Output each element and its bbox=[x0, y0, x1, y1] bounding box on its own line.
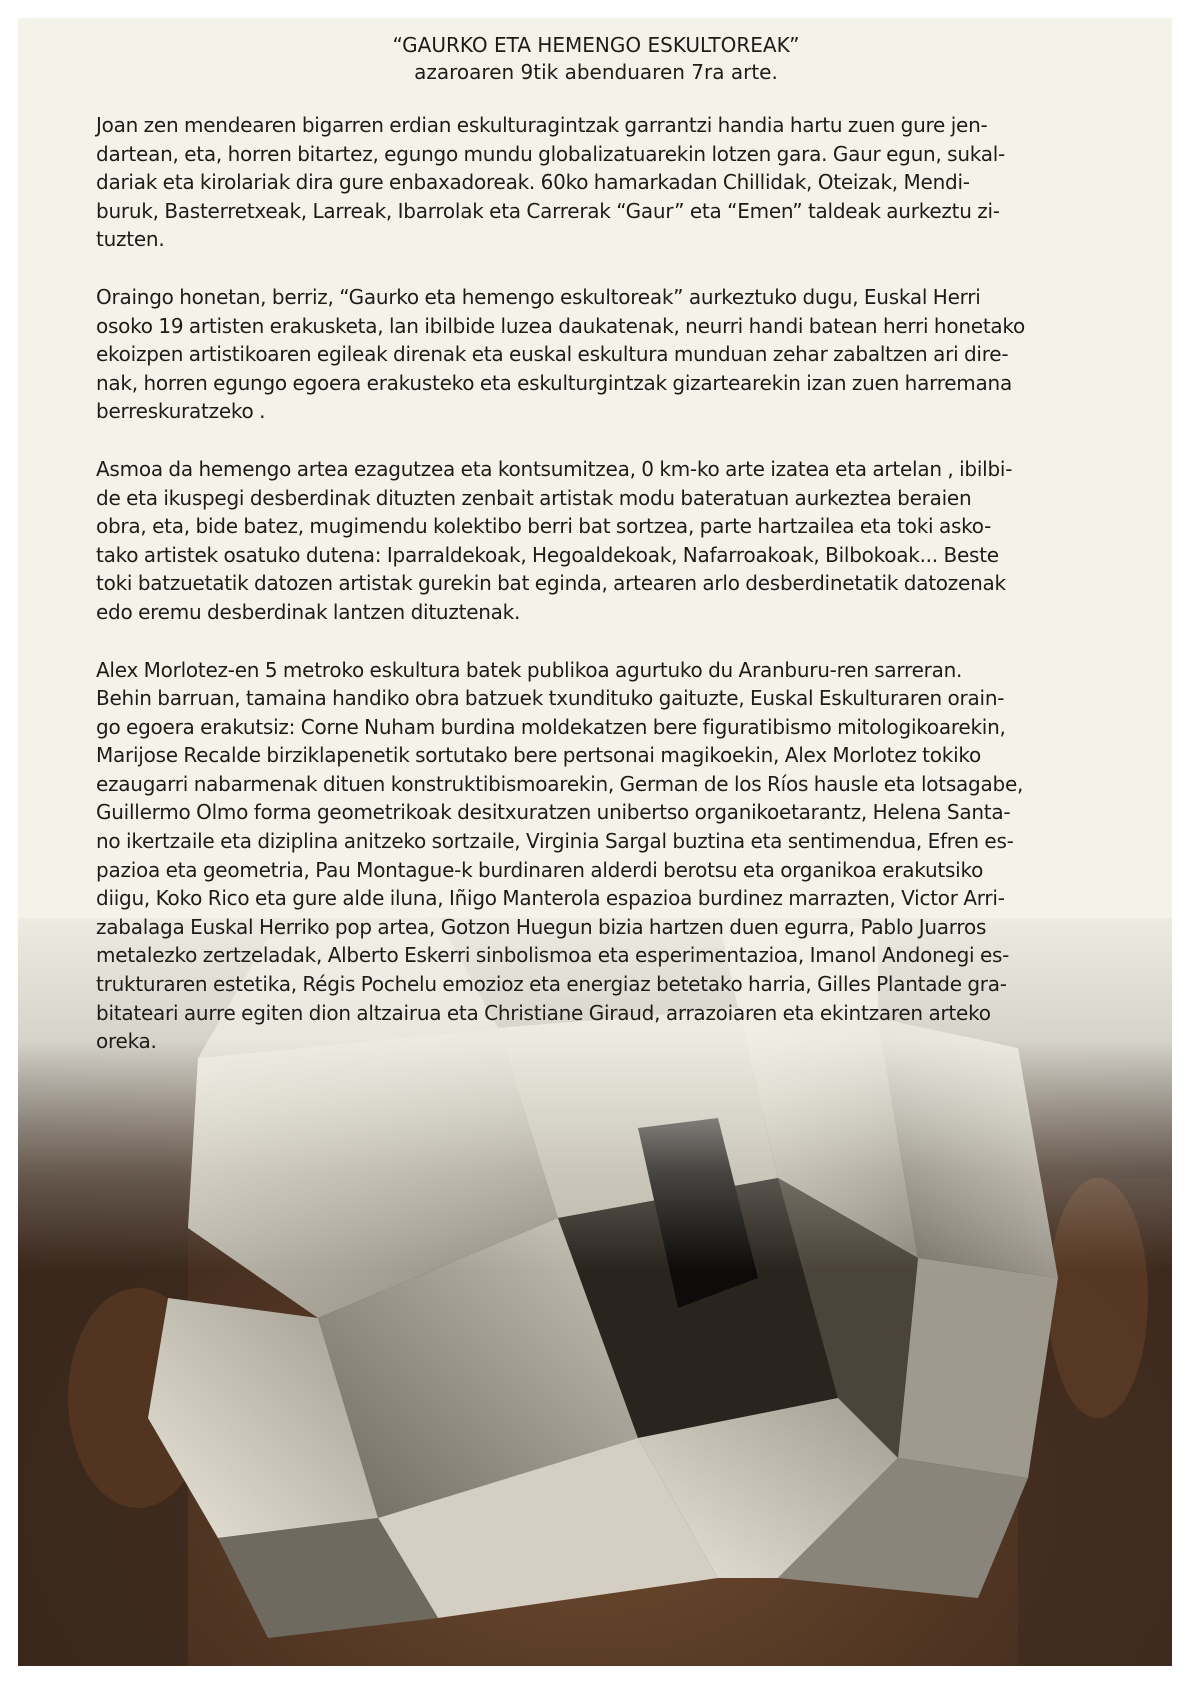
page-subtitle: azaroaren 9tik abenduaren 7ra arte. bbox=[414, 60, 778, 84]
page-title: “GAURKO ETA HEMENGO ESKULTOREAK” bbox=[392, 33, 800, 57]
poster-page bbox=[18, 18, 1172, 1666]
paragraph-2: Oraingo honetan, berriz, “Gaurko eta hemengo eskultoreak” aurkeztuko dugu, Euskal Herri osoko 19 artisten erakusketa, lan ibilbide luzea daukatenak, neurri handi batean herri honetako ekoizpen artistikoaren egileak direnak eta euskal eskultura munduan zehar zabaltzen ari dire- nak, horren egungo egoera erakusteko eta eskulturgintzak gizartearekin izan zuen harremana berreskuratzeko . bbox=[96, 284, 1026, 424]
paragraph-1: Joan zen mendearen bigarren erdian eskulturagintzak garrantzi handia hartu zuen gure jen- dartean, eta, horren bitartez, egungo mundu globalizatuarekin lotzen gara. Gaur egun, sukal- dariak eta kirolariak dira gure enbaxadoreak. 60ko hamarkadan Chillidak, Oteizak, Mendi- buruk, Basterretxeak, Larreak, Ibarrolak eta Carrerak “Gaur” eta “Emen” taldeak aurkeztu zi- tuzten. bbox=[96, 113, 1006, 252]
paragraph-3: Asmoa da hemengo artea ezagutzea eta kontsumitzea, 0 km-ko arte izatea eta artelan , ibilbi- de eta ikuspegi desberdinak dituzten zenbait artistak modu bateratuan aurkeztea beraien obra, eta, bide batez, mugimendu kolektibo berri bat sortzea, parte hartzailea eta toki asko- tako artistek osatuko dutena: Iparraldekoak, Hegoaldekoak, Nafarroakoak, Bilbokoak... Beste toki batzuetatik datozen artistak gurekin bat eginda, artearen arlo desberdinetatik datozenak edo eremu desberdinak lantzen dituztenak. bbox=[96, 456, 1013, 624]
text-content bbox=[96, 32, 1096, 1085]
header bbox=[96, 32, 1096, 86]
paragraph-4: Alex Morlotez-en 5 metroko eskultura batek publikoa agurtuko du Aranburu-ren sarreran. Behin barruan, tamaina handiko obra batzuek txundituko gaituzte, Euskal Eskulturaren orain- go egoera erakutsiz: Corne Nuham burdina moldekatzen bere figuratibismo mitologikoarekin, Marijose Recalde birziklapenetik sortutako bere pertsonai magikoekin, Alex Morlotez tokiko ezaugarri nabarmenak dituen konstruktibismoarekin, German de los Ríos hausle eta lotsagabe, Guillermo Olmo forma geometrikoak desitxuratzen unibertso organikoetarantz, Helena Santa- no ikertzaile eta diziplina anitzeko sortzaile, Virginia Sargal buztina eta sentimendua, Efren es- pazioa eta geometria, Pau Montague-k burdinaren alderdi berotsu eta organikoa erakutsiko diigu, Koko Rico eta gure alde iluna, Iñigo Manterola espazioa burdinez marrazten, Victor Arri- zabalaga Euskal Herriko pop artea, Gotzon Huegun bizia hartzen duen egurra, Pablo Juarros metalezko zertzeladak, Alberto Eskerri sinbolismoa eta esperimentazioa, Imanol Andonegi es- trukturaren estetika, Régis Pochelu emozioz eta energiaz betetako harria, Gilles Plantade gra- bitateari aurre egiten dion altzairua eta Christiane Giraud, arrazoiaren eta ekintzaren arteko oreka. bbox=[96, 657, 1024, 1054]
